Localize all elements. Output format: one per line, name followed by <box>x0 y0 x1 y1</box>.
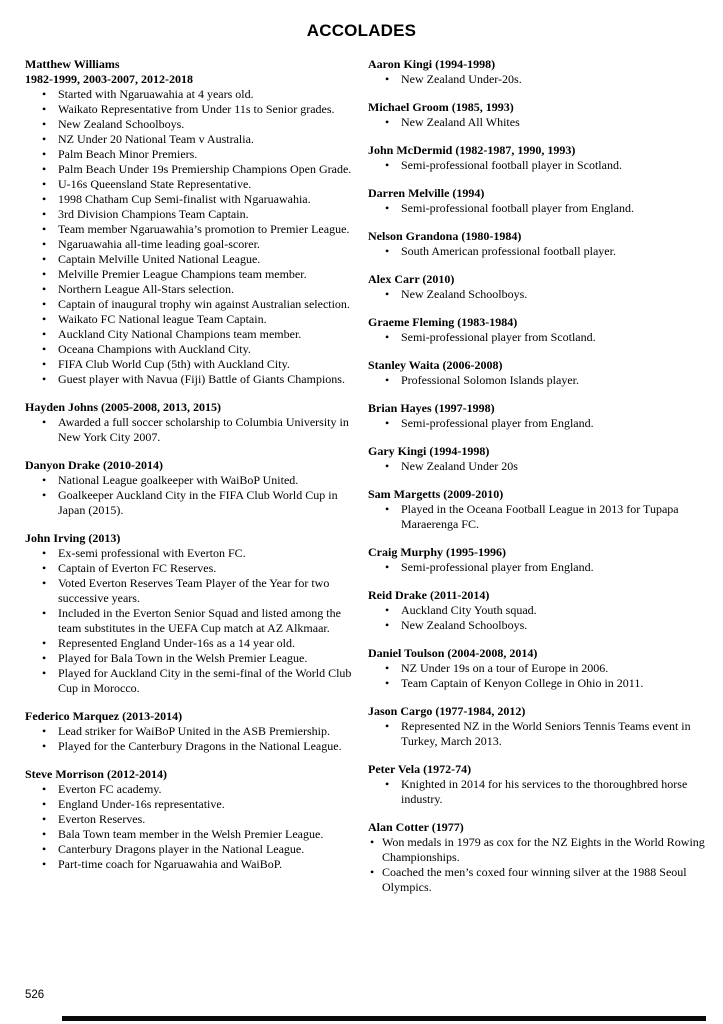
accolade-item: • Melville Premier League Champions team member. <box>25 267 358 282</box>
person-section <box>25 767 358 872</box>
accolades-list <box>25 546 358 696</box>
person-section <box>368 229 711 259</box>
accolade-item: • Represented England Under-16s as a 14 year old. <box>25 636 358 651</box>
accolade-item: • Awarded a full soccer scholarship to Columbia University in New York City 2007. <box>25 415 358 445</box>
accolade-item: • South American professional football player. <box>368 244 711 259</box>
accolades-list <box>25 782 358 872</box>
accolade-item: • Semi-professional football player in Scotland. <box>368 158 711 173</box>
accolades-list <box>368 330 711 345</box>
person-section <box>368 588 711 633</box>
accolade-item: • Canterbury Dragons player in the National League. <box>25 842 358 857</box>
accolade-item: • Palm Beach Under 19s Premiership Champions Open Grade. <box>25 162 358 177</box>
accolade-item: • Played in the Oceana Football League in 2013 for Tupapa Maraerenga FC. <box>368 502 711 532</box>
person-name-heading: Brian Hayes (1997-1998) <box>368 401 495 415</box>
accolade-item: • New Zealand Schoolboys. <box>368 618 711 633</box>
accolade-item: • U-16s Queensland State Representative. <box>25 177 358 192</box>
accolades-list <box>368 777 711 807</box>
person-section <box>368 57 711 87</box>
person-section <box>368 401 711 431</box>
accolades-list <box>368 835 711 895</box>
person-name-heading: Craig Murphy (1995-1996) <box>368 545 506 559</box>
accolades-list <box>368 459 711 474</box>
person-name-heading: Reid Drake (2011-2014) <box>368 588 490 602</box>
accolade-item: • Coached the men’s coxed four winning silver at the 1988 Seoul Olympics. <box>368 865 711 895</box>
accolade-item: • Professional Solomon Islands player. <box>368 373 711 388</box>
two-column-layout <box>0 41 723 908</box>
accolade-item: • Started with Ngaruawahia at 4 years old. <box>25 87 358 102</box>
accolades-list <box>368 72 711 87</box>
person-section <box>368 762 711 807</box>
accolade-item: • Everton Reserves. <box>25 812 358 827</box>
accolades-list <box>368 287 711 302</box>
accolades-list <box>25 87 358 387</box>
accolade-item: • NZ Under 20 National Team v Australia. <box>25 132 358 147</box>
accolade-item: • Team Captain of Kenyon College in Ohio in 2011. <box>368 676 711 691</box>
accolade-item: • Captain of inaugural trophy win against Australian selection. <box>25 297 358 312</box>
accolade-item: • Played for the Canterbury Dragons in the National League. <box>25 739 358 754</box>
accolade-item: • Semi-professional player from England. <box>368 416 711 431</box>
accolades-list <box>368 373 711 388</box>
accolade-item: • 3rd Division Champions Team Captain. <box>25 207 358 222</box>
person-name-heading: Matthew Williams <box>25 57 120 71</box>
accolade-item: • Palm Beach Minor Premiers. <box>25 147 358 162</box>
accolade-item: • FIFA Club World Cup (5th) with Auckland City. <box>25 357 358 372</box>
person-name-heading: Jason Cargo (1977-1984, 2012) <box>368 704 526 718</box>
person-section <box>368 143 711 173</box>
accolades-list <box>25 415 358 445</box>
person-name-heading: Stanley Waita (2006-2008) <box>368 358 503 372</box>
accolades-list <box>25 724 358 754</box>
accolade-item: • Everton FC academy. <box>25 782 358 797</box>
person-years-heading: 1982-1999, 2003-2007, 2012-2018 <box>25 72 193 86</box>
accolade-item: • Auckland City National Champions team member. <box>25 327 358 342</box>
accolade-item: • Waikato FC National league Team Captain. <box>25 312 358 327</box>
person-section <box>25 57 358 387</box>
person-name-heading: Steve Morrison (2012-2014) <box>25 767 167 781</box>
accolades-list <box>368 603 711 633</box>
person-section <box>368 545 711 575</box>
accolade-item: • New Zealand Schoolboys. <box>368 287 711 302</box>
accolades-list <box>368 158 711 173</box>
accolade-item: • New Zealand Under-20s. <box>368 72 711 87</box>
accolade-item: • Semi-professional player from England. <box>368 560 711 575</box>
person-section <box>368 444 711 474</box>
person-name-heading: Alan Cotter (1977) <box>368 820 464 834</box>
page-title: ACCOLADES <box>306 21 417 40</box>
accolades-list <box>368 719 711 749</box>
accolade-item: • England Under-16s representative. <box>25 797 358 812</box>
accolade-item: • Lead striker for WaiBoP United in the ASB Premiership. <box>25 724 358 739</box>
person-name-heading: John Irving (2013) <box>25 531 121 545</box>
accolades-list <box>368 560 711 575</box>
accolade-item: • Oceana Champions with Auckland City. <box>25 342 358 357</box>
accolades-list <box>368 416 711 431</box>
person-name-heading: Gary Kingi (1994-1998) <box>368 444 490 458</box>
person-name-heading: Aaron Kingi (1994-1998) <box>368 57 496 71</box>
accolade-item: • Auckland City Youth squad. <box>368 603 711 618</box>
accolades-list <box>368 115 711 130</box>
person-name-heading: Federico Marquez (2013-2014) <box>25 709 183 723</box>
person-section <box>368 100 711 130</box>
person-name-heading: Michael Groom (1985, 1993) <box>368 100 514 114</box>
accolade-item: • Won medals in 1979 as cox for the NZ Eights in the World Rowing Championships. <box>368 835 711 865</box>
accolades-list <box>368 502 711 532</box>
person-name-heading: Hayden Johns (2005-2008, 2013, 2015) <box>25 400 222 414</box>
page-number: 526 <box>25 989 45 1001</box>
accolade-item: • Semi-professional player from Scotland. <box>368 330 711 345</box>
person-name-heading: Sam Margetts (2009-2010) <box>368 487 504 501</box>
accolade-item: • Goalkeeper Auckland City in the FIFA Club World Cup in Japan (2015). <box>25 488 358 518</box>
person-name-heading: Daniel Toulson (2004-2008, 2014) <box>368 646 538 660</box>
person-name-heading: Graeme Fleming (1983-1984) <box>368 315 518 329</box>
accolade-item: • Included in the Everton Senior Squad and listed among the team substitutes in the UEFA Cup match at AZ Alkmaar. <box>25 606 358 636</box>
accolade-item: • Represented NZ in the World Seniors Tennis Teams event in Turkey, March 2013. <box>368 719 711 749</box>
accolade-item: • Captain of Everton FC Reserves. <box>25 561 358 576</box>
accolade-item: • New Zealand Schoolboys. <box>25 117 358 132</box>
accolade-item: • Captain Melville United National League. <box>25 252 358 267</box>
person-name-heading: Nelson Grandona (1980-1984) <box>368 229 522 243</box>
accolades-list <box>368 244 711 259</box>
accolade-item: • Ex-semi professional with Everton FC. <box>25 546 358 561</box>
person-section <box>25 709 358 754</box>
accolade-item: • New Zealand Under 20s <box>368 459 711 474</box>
accolade-item: • National League goalkeeper with WaiBoP United. <box>25 473 358 488</box>
accolades-list <box>368 201 711 216</box>
person-section <box>368 272 711 302</box>
page-bottom-scan-bar <box>62 1016 706 1021</box>
person-section <box>368 315 711 345</box>
accolades-list <box>25 473 358 518</box>
accolade-item: • Part-time coach for Ngaruawahia and WaiBoP. <box>25 857 358 872</box>
person-section <box>25 400 358 445</box>
accolade-item: • Voted Everton Reserves Team Player of the Year for two successive years. <box>25 576 358 606</box>
accolade-item: • Team member Ngaruawahia’s promotion to Premier League. <box>25 222 358 237</box>
person-name-heading: Alex Carr (2010) <box>368 272 455 286</box>
person-section <box>25 458 358 518</box>
person-section <box>368 186 711 216</box>
person-name-heading: John McDermid (1982-1987, 1990, 1993) <box>368 143 576 157</box>
accolade-item: • Guest player with Navua (Fiji) Battle of Giants Champions. <box>25 372 358 387</box>
person-section <box>368 487 711 532</box>
person-name-heading: Peter Vela (1972-74) <box>368 762 472 776</box>
person-section <box>368 820 711 895</box>
accolade-item: • Ngaruawahia all-time leading goal-scorer. <box>25 237 358 252</box>
column-left <box>25 57 358 885</box>
person-name-heading: Danyon Drake (2010-2014) <box>25 458 163 472</box>
accolade-item: • Northern League All-Stars selection. <box>25 282 358 297</box>
accolade-item: • 1998 Chatham Cup Semi-finalist with Ngaruawahia. <box>25 192 358 207</box>
column-right <box>368 57 711 908</box>
accolade-item: • Played for Bala Town in the Welsh Premier League. <box>25 651 358 666</box>
person-name-heading: Darren Melville (1994) <box>368 186 485 200</box>
accolade-item: • New Zealand All Whites <box>368 115 711 130</box>
accolade-item: • Waikato Representative from Under 11s to Senior grades. <box>25 102 358 117</box>
person-section <box>368 646 711 691</box>
accolades-list <box>368 661 711 691</box>
accolade-item: • NZ Under 19s on a tour of Europe in 2006. <box>368 661 711 676</box>
accolade-item: • Played for Auckland City in the semi-final of the World Club Cup in Morocco. <box>25 666 358 696</box>
person-section <box>368 358 711 388</box>
person-section <box>25 531 358 696</box>
accolade-item: • Semi-professional football player from England. <box>368 201 711 216</box>
accolade-item: • Bala Town team member in the Welsh Premier League. <box>25 827 358 842</box>
person-section <box>368 704 711 749</box>
accolade-item: • Knighted in 2014 for his services to the thoroughbred horse industry. <box>368 777 711 807</box>
